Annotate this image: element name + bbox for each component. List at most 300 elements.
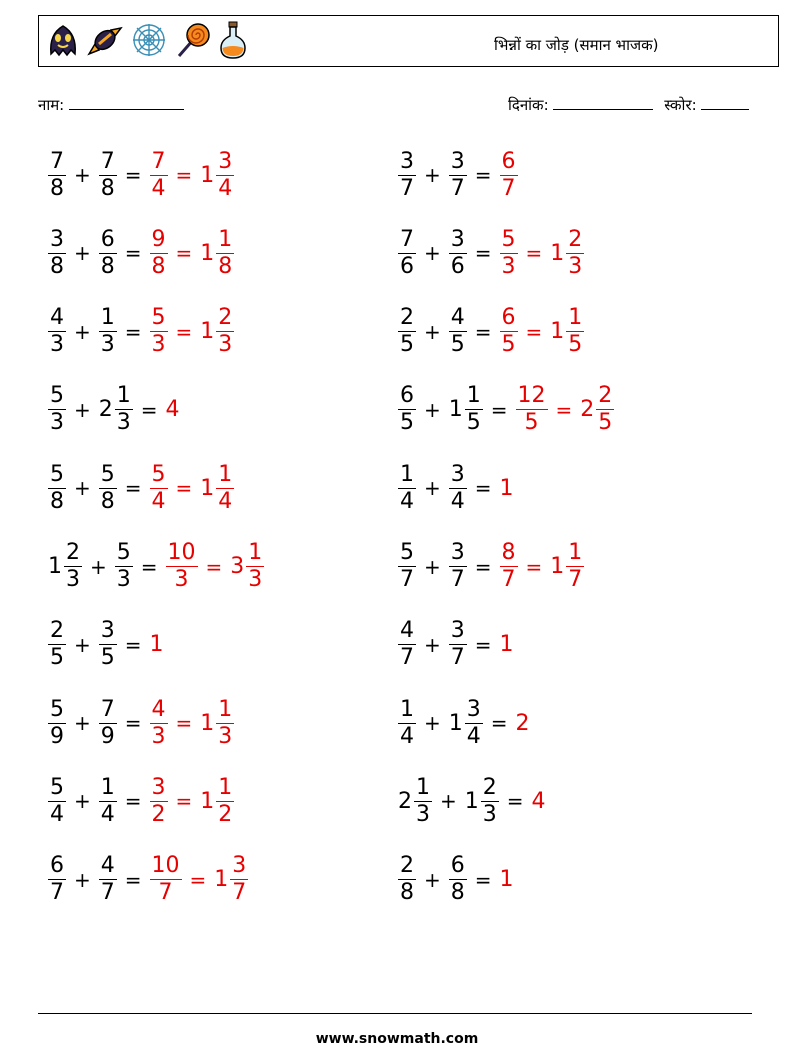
- numerator: 5: [100, 461, 115, 487]
- denominator: 5: [466, 410, 481, 436]
- numerator: 6: [450, 853, 465, 879]
- numerator: 6: [501, 305, 516, 331]
- numerator: 1: [218, 774, 233, 800]
- denominator: 5: [568, 332, 583, 358]
- answer: [514, 383, 617, 436]
- fraction: [566, 540, 584, 593]
- denominator: 7: [100, 880, 115, 906]
- potion-icon: [217, 20, 249, 60]
- denominator: 3: [116, 410, 131, 436]
- fraction: [64, 540, 82, 593]
- equals-sign: =: [474, 632, 492, 657]
- denominator: 3: [100, 332, 115, 358]
- fraction: [48, 853, 66, 906]
- problem-item: [46, 693, 236, 753]
- denominator: 3: [174, 567, 189, 592]
- denominator: 8: [50, 175, 64, 201]
- fraction: [150, 462, 168, 515]
- numerator: 4: [100, 853, 115, 879]
- fraction: [398, 853, 416, 906]
- numerator: 7: [151, 148, 166, 174]
- score-blank[interactable]: [701, 95, 749, 110]
- fraction: [398, 227, 416, 280]
- problem-item: [396, 537, 586, 597]
- fraction: [230, 853, 248, 906]
- numerator: 3: [100, 618, 115, 644]
- problem-item: [396, 380, 616, 440]
- denominator: 7: [400, 175, 414, 201]
- icon-strip: [45, 20, 249, 60]
- numerator: 5: [116, 540, 131, 565]
- problem-item: [396, 850, 514, 910]
- whole-number: 1: [448, 710, 463, 736]
- footer-divider: [38, 1013, 752, 1014]
- whole-number: 1: [550, 319, 565, 345]
- numerator: 3: [232, 853, 247, 879]
- fraction: [216, 305, 234, 358]
- whole-number: 1: [214, 867, 229, 893]
- denominator: 3: [50, 332, 64, 358]
- plus-sign: +: [74, 867, 91, 892]
- plus-sign: +: [424, 632, 441, 657]
- numerator: 4: [151, 696, 166, 722]
- fraction: [48, 462, 66, 515]
- numerator: 12: [517, 383, 546, 409]
- fraction: [596, 383, 614, 436]
- fraction: [216, 462, 234, 515]
- numerator: 3: [450, 618, 465, 644]
- fraction: [465, 697, 483, 750]
- answer: [498, 867, 514, 892]
- equals-sign: =: [140, 397, 158, 422]
- denominator: 8: [450, 880, 465, 906]
- denominator: 6: [450, 253, 465, 279]
- answer: [148, 697, 237, 750]
- numerator: 3: [450, 226, 465, 252]
- numerator: 5: [400, 540, 414, 565]
- denominator: 4: [450, 488, 465, 514]
- denominator: 4: [218, 488, 233, 514]
- header-box: [38, 15, 779, 67]
- fraction: [99, 618, 117, 671]
- numerator: 2: [400, 305, 414, 331]
- denominator: 7: [568, 567, 583, 592]
- lollipop-icon: [173, 20, 213, 60]
- numerator: 2: [50, 618, 64, 644]
- numerator: 1: [116, 383, 131, 409]
- answer: [498, 149, 520, 202]
- problem-item: [396, 615, 514, 675]
- plus-sign: +: [424, 867, 441, 892]
- numerator: 6: [501, 148, 516, 174]
- denominator: 5: [100, 645, 115, 671]
- fraction: [150, 305, 168, 358]
- denominator: 5: [400, 410, 414, 436]
- problem-item: [46, 850, 250, 910]
- whole-number: 1: [448, 397, 463, 423]
- plus-sign: +: [90, 554, 107, 579]
- equals-sign: =: [189, 867, 207, 892]
- fraction: [500, 540, 518, 593]
- plus-sign: +: [74, 789, 91, 814]
- denominator: 2: [218, 801, 233, 827]
- equals-sign: =: [175, 163, 193, 187]
- fraction: [99, 853, 117, 906]
- numerator: 4: [450, 305, 465, 331]
- answer: [148, 149, 237, 202]
- plus-sign: +: [440, 789, 457, 814]
- numerator: 6: [50, 853, 64, 879]
- score-label: स्कोर:: [664, 96, 697, 114]
- denominator: 7: [50, 880, 64, 906]
- denominator: 5: [450, 332, 465, 358]
- equals-sign: =: [474, 241, 492, 266]
- name-field: [38, 95, 184, 115]
- denominator: 7: [501, 175, 516, 201]
- fraction: [500, 149, 518, 202]
- denominator: 7: [501, 567, 516, 592]
- fraction: [481, 775, 499, 828]
- plus-sign: +: [424, 241, 441, 266]
- numerator: 2: [598, 383, 613, 409]
- fraction: [115, 540, 133, 593]
- equals-sign: =: [175, 241, 193, 266]
- equals-sign: =: [474, 163, 492, 187]
- fraction: [398, 697, 416, 750]
- whole-number: 4: [531, 788, 546, 814]
- plus-sign: +: [424, 397, 441, 422]
- fraction: [449, 853, 467, 906]
- numerator: 3: [466, 696, 481, 722]
- numerator: 1: [218, 696, 233, 722]
- numerator: 7: [400, 226, 414, 252]
- denominator: 3: [50, 410, 64, 436]
- denominator: 5: [50, 645, 64, 671]
- answer: [148, 462, 237, 515]
- denominator: 3: [568, 253, 583, 279]
- plus-sign: +: [424, 711, 441, 736]
- problem-item: [46, 771, 236, 831]
- fraction: [414, 775, 432, 828]
- problem-item: [46, 537, 266, 597]
- fraction: [216, 227, 234, 280]
- denominator: 6: [400, 253, 414, 279]
- fraction: [216, 775, 234, 828]
- fraction: [150, 227, 168, 280]
- answer: [498, 476, 514, 501]
- numerator: 2: [400, 853, 414, 879]
- answer: [514, 711, 530, 736]
- denominator: 5: [400, 332, 414, 358]
- whole-number: 1: [200, 319, 215, 345]
- equals-sign: =: [124, 163, 142, 187]
- whole-number: 2: [98, 397, 113, 423]
- denominator: 3: [416, 801, 430, 827]
- equals-sign: =: [175, 476, 193, 501]
- problem-item: [396, 693, 530, 753]
- denominator: 7: [400, 567, 414, 592]
- fraction: [48, 305, 66, 358]
- whole-number: 4: [165, 397, 180, 423]
- equals-sign: =: [490, 711, 508, 736]
- numerator: 3: [400, 148, 414, 174]
- equals-sign: =: [474, 476, 492, 501]
- numerator: 7: [50, 148, 64, 174]
- problem-item: [46, 458, 236, 518]
- numerator: 7: [100, 696, 115, 722]
- numerator: 8: [501, 540, 516, 565]
- answer: [148, 305, 237, 358]
- problem-item: [46, 223, 236, 283]
- fraction: [99, 305, 117, 358]
- plus-sign: +: [424, 476, 441, 501]
- denominator: 8: [100, 253, 115, 279]
- plus-sign: +: [424, 163, 441, 187]
- answer: [498, 632, 514, 657]
- problem-item: [396, 771, 546, 831]
- numerator: 1: [416, 774, 430, 800]
- denominator: 4: [151, 488, 166, 514]
- numerator: 5: [50, 696, 64, 722]
- plus-sign: +: [424, 554, 441, 579]
- whole-number: 1: [200, 162, 215, 188]
- denominator: 3: [501, 253, 516, 279]
- equals-sign: =: [124, 476, 142, 501]
- numerator: 5: [151, 305, 166, 331]
- numerator: 10: [167, 540, 196, 565]
- fraction: [449, 227, 467, 280]
- denominator: 3: [116, 567, 131, 592]
- footer-url: www.snowmath.com: [315, 1031, 479, 1047]
- equals-sign: =: [506, 789, 524, 814]
- numerator: 1: [248, 540, 263, 565]
- numerator: 1: [100, 305, 115, 331]
- denominator: 7: [158, 880, 173, 906]
- equals-sign: =: [175, 319, 193, 344]
- plus-sign: +: [74, 163, 91, 187]
- whole-number: 1: [550, 554, 565, 579]
- fraction: [398, 149, 416, 202]
- problem-item: [396, 458, 514, 518]
- denominator: 3: [248, 567, 263, 592]
- numerator: 1: [466, 383, 481, 409]
- problem-item: [396, 145, 520, 205]
- equals-sign: =: [124, 789, 142, 814]
- fraction: [398, 305, 416, 358]
- denominator: 4: [400, 723, 414, 749]
- numerator: 1: [218, 461, 233, 487]
- fraction: [398, 462, 416, 515]
- numerator: 3: [50, 226, 64, 252]
- numerator: 4: [50, 305, 64, 331]
- whole-number: 1: [48, 554, 62, 579]
- numerator: 2: [482, 774, 497, 800]
- answer: [148, 227, 237, 280]
- equals-sign: =: [525, 319, 543, 344]
- fraction: [150, 775, 168, 828]
- worksheet-title: भिन्नों का जोड़ (समान भाजक): [494, 36, 659, 54]
- equals-sign: =: [474, 867, 492, 892]
- fraction: [166, 540, 198, 593]
- numerator: 3: [218, 148, 233, 174]
- fraction: [449, 540, 467, 593]
- fraction: [500, 305, 518, 358]
- denominator: 3: [218, 332, 233, 358]
- fraction: [449, 618, 467, 671]
- numerator: 10: [151, 853, 180, 879]
- name-blank[interactable]: [69, 95, 184, 110]
- equals-sign: =: [205, 554, 223, 579]
- whole-number: 1: [550, 240, 565, 266]
- denominator: 8: [400, 880, 414, 906]
- problem-item: [46, 302, 236, 362]
- denominator: 3: [66, 567, 80, 592]
- denominator: 9: [50, 723, 64, 749]
- equals-sign: =: [124, 867, 142, 892]
- whole-number: 1: [200, 710, 215, 736]
- numerator: 1: [568, 305, 583, 331]
- plus-sign: +: [74, 632, 91, 657]
- denominator: 7: [400, 645, 414, 671]
- fraction: [48, 697, 66, 750]
- denominator: 5: [598, 410, 613, 436]
- equals-sign: =: [124, 632, 142, 657]
- ghost-icon: [45, 20, 81, 60]
- denominator: 4: [151, 175, 166, 201]
- numerator: 1: [400, 461, 414, 487]
- numerator: 1: [400, 696, 414, 722]
- numerator: 1: [218, 226, 233, 252]
- answer: [498, 540, 587, 593]
- fraction: [398, 383, 416, 436]
- numerator: 1: [100, 774, 115, 800]
- date-score-field: [508, 95, 749, 115]
- answer: [148, 775, 237, 828]
- whole-number: 2: [398, 788, 412, 814]
- denominator: 4: [400, 488, 414, 514]
- whole-number: 1: [499, 867, 514, 893]
- fraction: [48, 775, 66, 828]
- problem-item: [46, 380, 180, 440]
- denominator: 3: [218, 723, 233, 749]
- fraction: [449, 305, 467, 358]
- denominator: 8: [50, 488, 64, 514]
- equals-sign: =: [525, 554, 543, 579]
- problem-item: [396, 302, 586, 362]
- numerator: 3: [450, 461, 465, 487]
- denominator: 9: [100, 723, 115, 749]
- fraction: [150, 853, 182, 906]
- name-label: नाम:: [38, 96, 65, 114]
- equals-sign: =: [555, 397, 573, 422]
- fraction: [48, 383, 66, 436]
- equals-sign: =: [124, 711, 142, 736]
- plus-sign: +: [74, 319, 91, 344]
- denominator: 3: [151, 723, 166, 749]
- denominator: 3: [151, 332, 166, 358]
- fraction: [99, 227, 117, 280]
- denominator: 4: [100, 801, 115, 827]
- numerator: 5: [50, 461, 64, 487]
- fraction: [500, 227, 518, 280]
- numerator: 5: [501, 226, 516, 252]
- denominator: 7: [450, 175, 465, 201]
- whole-number: 1: [499, 475, 514, 501]
- candy-icon: [85, 20, 125, 60]
- fraction: [48, 227, 66, 280]
- numerator: 6: [100, 226, 115, 252]
- whole-number: 2: [515, 710, 530, 736]
- denominator: 8: [218, 253, 233, 279]
- fraction: [99, 462, 117, 515]
- denominator: 4: [466, 723, 481, 749]
- numerator: 7: [100, 148, 115, 174]
- fraction: [449, 462, 467, 515]
- numerator: 3: [450, 540, 465, 565]
- fraction: [516, 383, 548, 436]
- denominator: 8: [100, 488, 115, 514]
- denominator: 5: [524, 410, 539, 436]
- fraction: [99, 775, 117, 828]
- answer: [148, 632, 164, 657]
- whole-number: 1: [200, 788, 215, 814]
- date-label: दिनांक:: [508, 96, 549, 114]
- numerator: 2: [66, 540, 80, 565]
- whole-number: 1: [200, 475, 215, 501]
- numerator: 4: [400, 618, 414, 644]
- numerator: 2: [218, 305, 233, 331]
- equals-sign: =: [124, 319, 142, 344]
- fraction: [449, 149, 467, 202]
- plus-sign: +: [424, 319, 441, 344]
- numerator: 5: [50, 383, 64, 409]
- fraction: [398, 618, 416, 671]
- numerator: 3: [450, 148, 465, 174]
- equals-sign: =: [474, 554, 492, 579]
- numerator: 1: [568, 540, 583, 565]
- date-blank[interactable]: [553, 95, 653, 110]
- fraction: [566, 305, 584, 358]
- fraction: [48, 149, 66, 202]
- answer: [148, 853, 251, 906]
- fraction: [115, 383, 133, 436]
- numerator: 5: [151, 461, 166, 487]
- equals-sign: =: [140, 554, 158, 579]
- whole-number: 1: [149, 632, 164, 658]
- problem-item: [396, 223, 586, 283]
- whole-number: 1: [499, 632, 514, 658]
- fraction: [216, 697, 234, 750]
- fraction: [48, 618, 66, 671]
- numerator: 3: [151, 774, 166, 800]
- fraction: [398, 540, 416, 593]
- denominator: 3: [482, 801, 497, 827]
- plus-sign: +: [74, 711, 91, 736]
- equals-sign: =: [124, 241, 142, 266]
- whole-number: 2: [580, 397, 595, 423]
- fraction: [465, 383, 483, 436]
- answer: [498, 305, 587, 358]
- plus-sign: +: [74, 476, 91, 501]
- problem-item: [46, 615, 164, 675]
- denominator: 4: [218, 175, 233, 201]
- equals-sign: =: [525, 241, 543, 266]
- denominator: 7: [232, 880, 247, 906]
- answer: [530, 789, 546, 814]
- denominator: 2: [151, 801, 166, 827]
- denominator: 8: [50, 253, 64, 279]
- numerator: 2: [568, 226, 583, 252]
